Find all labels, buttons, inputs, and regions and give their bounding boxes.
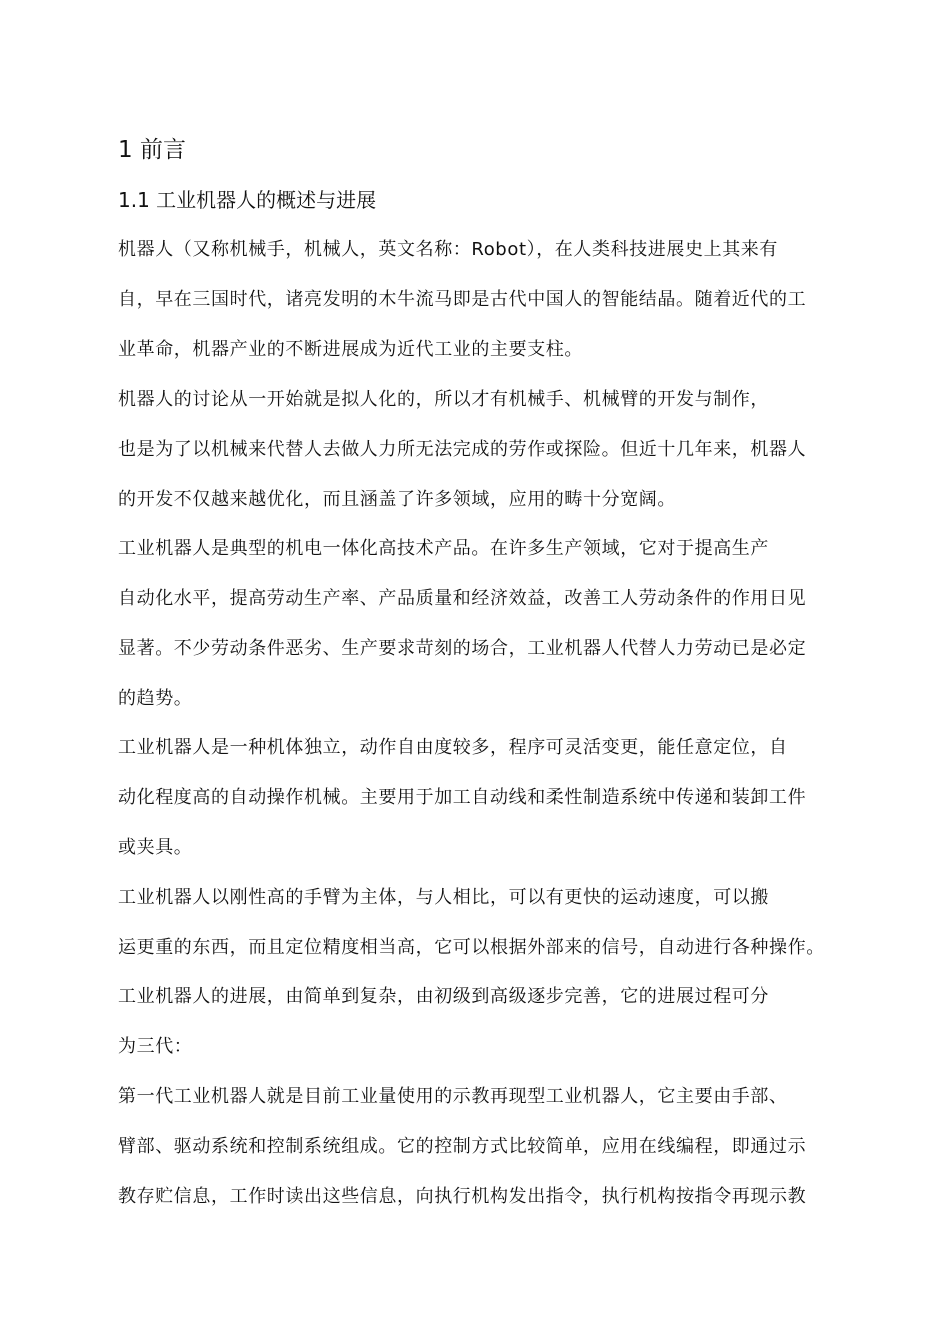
paragraph-2-line-2: 也是为了以机械来代替人去做人力所无法完成的劳作或探险。但近十几年来，机器人 (118, 439, 807, 460)
section-heading: 1 前言 (118, 137, 186, 163)
paragraph-2-line-3: 的开发不仅越来越优化，而且涵盖了许多领域，应用的畴十分宽阔。 (118, 489, 676, 510)
paragraph-7-line-1: 第一代工业机器人就是目前工业量使用的示教再现型工业机器人，它主要由手部、 (118, 1086, 788, 1107)
paragraph-6-line-1: 工业机器人的进展，由简单到复杂，由初级到高级逐步完善，它的进展过程可分 (118, 986, 769, 1007)
paragraph-2-line-1: 机器人的讨论从一开始就是拟人化的，所以才有机械手、机械臂的开发与制作， (118, 389, 769, 410)
paragraph-5-line-1: 工业机器人以刚性高的手臂为主体，与人相比，可以有更快的运动速度，可以搬 (118, 887, 769, 908)
paragraph-1-line-1: 机器人（又称机械手，机械人，英文名称：Robot），在人类科技进展史上其来有 (118, 239, 779, 260)
paragraph-3-line-2: 自动化水平，提高劳动生产率、产品质量和经济效益，改善工人劳动条件的作用日见 (118, 588, 807, 609)
subsection-heading: 1.1 工业机器人的概述与进展 (118, 188, 377, 212)
paragraph-6-line-2: 为三代： (118, 1036, 193, 1057)
paragraph-4-line-2: 动化程度高的自动操作机械。主要用于加工自动线和柔性制造系统中传递和装卸工件 (118, 787, 807, 808)
paragraph-3-line-3: 显著。不少劳动条件恶劣、生产要求苛刻的场合，工业机器人代替人力劳动已是必定 (118, 638, 807, 659)
paragraph-4-line-1: 工业机器人是一种机体独立，动作自由度较多，程序可灵活变更，能任意定位，自 (118, 737, 788, 758)
paragraph-1-line-2: 自，早在三国时代，诸亮发明的木牛流马即是古代中国人的智能结晶。随着近代的工 (118, 289, 807, 310)
paragraph-5-line-2: 运更重的东西，而且定位精度相当高，它可以根据外部来的信号，自动进行各种操作。 (118, 937, 825, 958)
paragraph-3-line-1: 工业机器人是典型的机电一体化高技术产品。在许多生产领域，它对于提高生产 (118, 538, 769, 559)
paragraph-4-line-3: 或夹具。 (118, 837, 193, 858)
paragraph-7-line-3: 教存贮信息，工作时读出这些信息，向执行机构发出指令，执行机构按指令再现示教 (118, 1186, 807, 1207)
paragraph-3-line-4: 的趋势。 (118, 688, 193, 709)
paragraph-7-line-2: 臂部、驱动系统和控制系统组成。它的控制方式比较简单，应用在线编程，即通过示 (118, 1136, 807, 1157)
paragraph-1-line-3: 业革命，机器产业的不断进展成为近代工业的主要支柱。 (118, 339, 583, 360)
